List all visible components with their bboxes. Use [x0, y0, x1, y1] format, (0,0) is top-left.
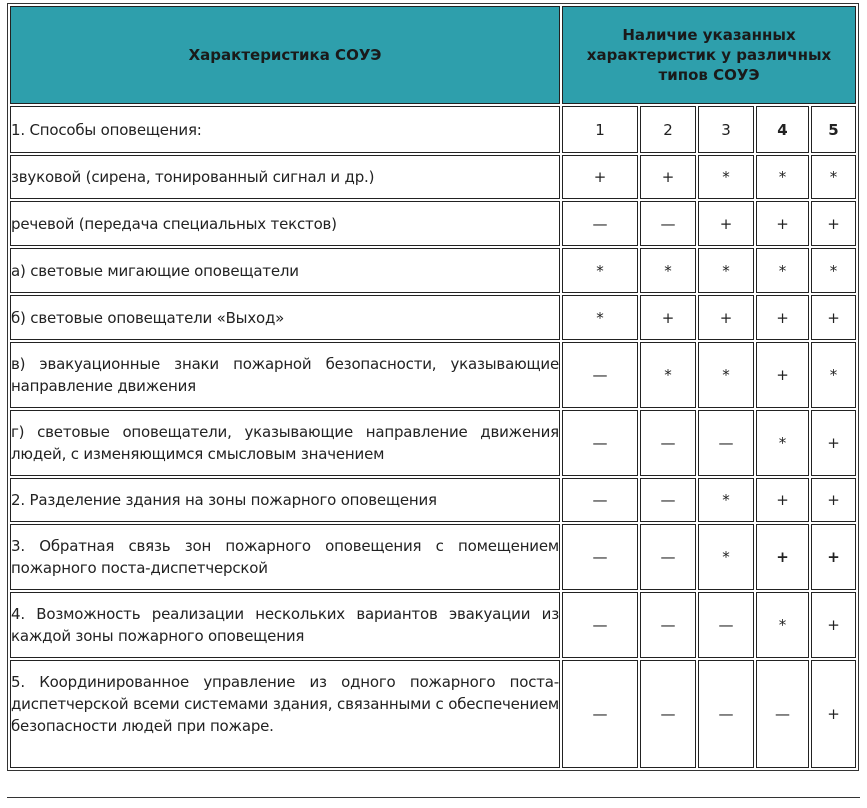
row-label: речевой (передача специальных текстов)	[10, 201, 560, 246]
table-row	[10, 248, 856, 293]
mark-cell: *	[640, 248, 696, 293]
mark-cell: +	[756, 342, 809, 408]
type-number-4: 4	[756, 106, 809, 153]
mark-cell: +	[562, 155, 638, 199]
mark-cell: *	[698, 248, 754, 293]
mark-cell: —	[562, 201, 638, 246]
mark-cell: *	[562, 248, 638, 293]
table-row	[10, 478, 856, 522]
mark-cell: *	[811, 248, 856, 293]
mark-cell: —	[698, 592, 754, 658]
mark-cell: —	[698, 660, 754, 768]
header-row	[10, 6, 856, 104]
mark-cell: +	[811, 592, 856, 658]
mark-cell: —	[562, 524, 638, 590]
mark-cell: —	[756, 660, 809, 768]
table-row	[10, 524, 856, 590]
row-label: 4. Возможность реализации нескольких вариантов эвакуации из каждой зоны пожарного оповещения	[10, 592, 560, 658]
mark-cell: —	[640, 592, 696, 658]
mark-cell: +	[811, 295, 856, 340]
mark-cell: —	[640, 410, 696, 476]
mark-cell: +	[756, 524, 809, 590]
mark-cell: *	[756, 248, 809, 293]
mark-cell: *	[698, 342, 754, 408]
soue-characteristics-table	[7, 3, 859, 771]
row-label: г) световые оповещатели, указывающие направление движения людей, с изменяющимся смысловым значением	[10, 410, 560, 476]
soue-table-wrapper	[7, 3, 859, 771]
table-row	[10, 410, 856, 476]
mark-cell: —	[562, 660, 638, 768]
row-label: б) световые оповещатели «Выход»	[10, 295, 560, 340]
table-row	[10, 660, 856, 768]
mark-cell: *	[562, 295, 638, 340]
table-row	[10, 295, 856, 340]
row-label: а) световые мигающие оповещатели	[10, 248, 560, 293]
mark-cell: +	[811, 201, 856, 246]
mark-cell: —	[640, 478, 696, 522]
mark-cell: —	[562, 478, 638, 522]
table-row	[10, 201, 856, 246]
mark-cell: +	[756, 295, 809, 340]
table-row	[10, 342, 856, 408]
row-label: 2. Разделение здания на зоны пожарного оповещения	[10, 478, 560, 522]
bottom-divider	[7, 797, 860, 806]
row-label: в) эвакуационные знаки пожарной безопасности, указывающие направление движения	[10, 342, 560, 408]
mark-cell: +	[811, 524, 856, 590]
mark-cell: *	[640, 342, 696, 408]
mark-cell: —	[562, 342, 638, 408]
mark-cell: —	[562, 592, 638, 658]
row-label: звуковой (сирена, тонированный сигнал и др.)	[10, 155, 560, 199]
mark-cell: +	[756, 201, 809, 246]
table-row	[10, 155, 856, 199]
header-types-availability: Наличие указанных характеристик у различных типов СОУЭ	[562, 6, 856, 104]
mark-cell: *	[698, 524, 754, 590]
mark-cell: *	[756, 155, 809, 199]
mark-cell: *	[811, 342, 856, 408]
mark-cell: *	[756, 592, 809, 658]
row-label: 5. Координированное управление из одного пожарного поста-диспетчерской всеми системами здания, связанными с обеспечением безопасности людей при пожаре.	[10, 660, 560, 768]
mark-cell: *	[756, 410, 809, 476]
row-label: 1. Способы оповещения:	[10, 106, 560, 153]
mark-cell: +	[640, 295, 696, 340]
mark-cell: +	[756, 478, 809, 522]
mark-cell: +	[811, 660, 856, 768]
mark-cell: *	[698, 478, 754, 522]
mark-cell: *	[811, 155, 856, 199]
type-number-2: 2	[640, 106, 696, 153]
mark-cell: —	[562, 410, 638, 476]
type-number-5: 5	[811, 106, 856, 153]
row-label: 3. Обратная связь зон пожарного оповещения с помещением пожарного поста-диспетчерской	[10, 524, 560, 590]
mark-cell: +	[698, 201, 754, 246]
mark-cell: —	[698, 410, 754, 476]
header-characteristic: Характеристика СОУЭ	[10, 6, 560, 104]
mark-cell: —	[640, 660, 696, 768]
mark-cell: +	[811, 410, 856, 476]
mark-cell: +	[811, 478, 856, 522]
mark-cell: +	[640, 155, 696, 199]
type-numbers-row	[10, 106, 856, 153]
mark-cell: *	[698, 155, 754, 199]
type-number-3: 3	[698, 106, 754, 153]
table-row	[10, 592, 856, 658]
mark-cell: +	[698, 295, 754, 340]
mark-cell: —	[640, 201, 696, 246]
mark-cell: —	[640, 524, 696, 590]
type-number-1: 1	[562, 106, 638, 153]
